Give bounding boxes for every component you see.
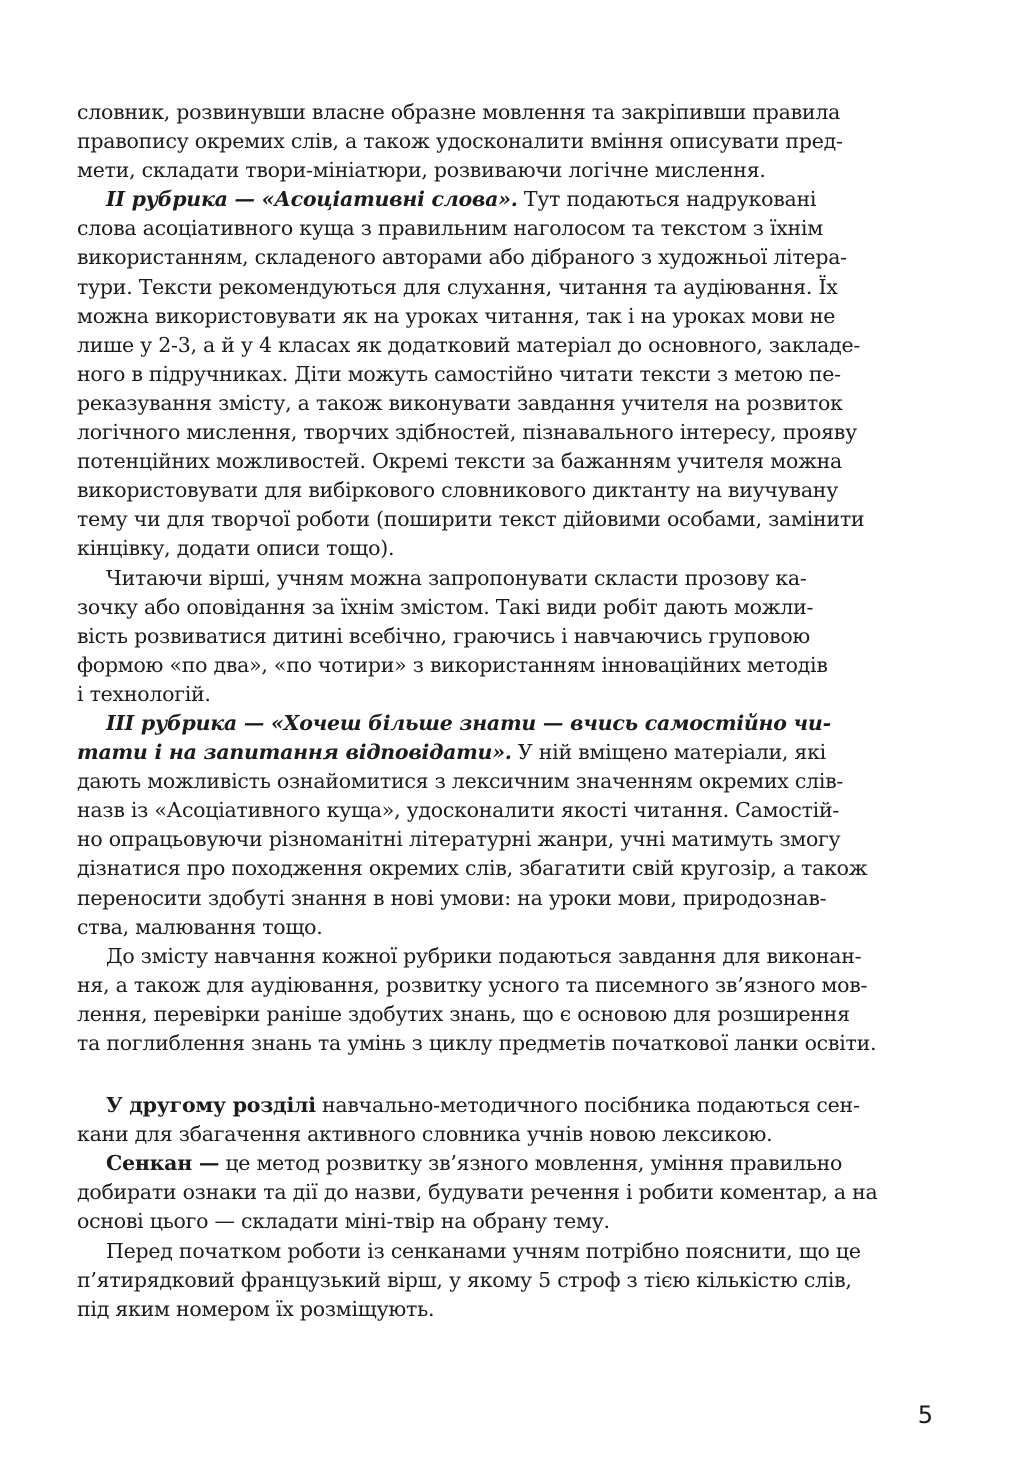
text-line: та поглиблення знань та умінь з циклу предметів початкової ланки освіти.: [77, 1031, 877, 1055]
text-line: кінцівку, додати описи тощо).: [77, 536, 395, 561]
text-line: і технологій.: [77, 681, 211, 706]
text-line: ня, а також для аудіювання, розвитку усного та писемного зв’язного мов-: [77, 972, 868, 997]
text-line: реказування змісту, а також виконувати завдання учителя на розвиток: [77, 390, 843, 415]
text-line: ного в підручниках. Діти можуть самостійно читати тексти з метою пе-: [77, 361, 841, 386]
text-line: слова асоціативного куща з правильним наголосом та текстом з їхнім: [77, 216, 823, 241]
text-line: словник, розвинувши власне образне мовлення та закріпивши правила: [77, 100, 841, 124]
text-line: Читаючи вірші, учням можна запропонувати скласти прозову ка-: [106, 565, 807, 590]
paragraph-rubric-2: [77, 185, 932, 563]
paragraph-section-2: [77, 1091, 932, 1149]
text-line: [77, 185, 932, 214]
text-run: Тут подаються надруковані: [517, 187, 817, 212]
text-run: це метод розвитку зв’язного мовлення, уміння правильно: [219, 1151, 843, 1176]
text-line: логічного мислення, творчих здібностей, пізнавального інтересу, прояву: [77, 420, 857, 445]
text-line: но опрацьовуючи різноманітні літературні жанри, учні матимуть змогу: [77, 827, 841, 852]
paragraph-rubric-3: [77, 709, 932, 942]
page-body: [77, 98, 932, 1324]
page-number: 5: [917, 1401, 933, 1429]
senkan-term: Сенкан —: [106, 1151, 220, 1176]
text-line: кани для збагачення активного словника учнів новою лексикою.: [77, 1122, 773, 1147]
paragraph: [77, 1237, 932, 1324]
text-line: дізнатися про походження окремих слів, збагатити свій кругозір, а також: [77, 856, 868, 881]
text-line: дають можливість ознайомитися з лексичним значенням окремих слів-: [77, 769, 844, 794]
text-line: вість розвиватися дитині всебічно, граючись і навчаючись груповою: [77, 623, 811, 648]
text-line: тури. Тексти рекомендуються для слухання, читання та аудіювання. Їх: [77, 274, 838, 299]
text-line: [77, 1091, 932, 1120]
rubric-3-heading-end: тати і на запитання відповідати».: [77, 740, 512, 765]
text-line: під яким номером їх розміщують.: [77, 1296, 435, 1321]
section-spacer: [77, 1058, 932, 1091]
text-line: назв із «Асоціативного куща», удосконалити якості читання. Самостій-: [77, 798, 840, 823]
text-line: формою «по два», «по чотири» з використанням інноваційних методів: [77, 652, 828, 677]
text-line: Перед початком роботи із сенканами учням потрібно пояснити, що це: [106, 1238, 861, 1263]
text-line: п’ятирядковий французький вірш, у якому 5 строф з тією кількістю слів,: [77, 1267, 852, 1292]
text-line: [77, 738, 932, 767]
text-line: потенційних можливостей. Окремі тексти за бажанням учителя можна: [77, 449, 843, 474]
text-line: До змісту навчання кожної рубрики подаються завдання для виконан-: [106, 943, 862, 968]
text-line: можна використовувати як на уроках читання, так і на уроках мови не: [77, 303, 836, 328]
section-2-heading: У другому розділі: [106, 1093, 316, 1118]
text-line: лише у 2-3, а й у 4 класах як додатковий матеріал до основного, закладе-: [77, 332, 861, 357]
text-line: [77, 1149, 932, 1178]
paragraph: [77, 942, 932, 1058]
text-line: добирати ознаки та дії до назви, будувати речення і робити коментар, а на: [77, 1180, 878, 1205]
rubric-3-heading-line: III рубрика — «Хочеш більше знати — вчись самостійно чи-: [106, 710, 831, 735]
text-line: використанням, складеного авторами або дібраного з художньої літера-: [77, 245, 847, 270]
rubric-2-heading: II рубрика — «Асоціативні слова».: [106, 187, 518, 212]
text-line: використовувати для вибіркового словникового диктанту на виучувану: [77, 478, 839, 503]
paragraph: [77, 98, 932, 185]
text-run: навчально-методичного посібника подаються сен-: [315, 1093, 860, 1118]
paragraph-senkan-definition: [77, 1149, 932, 1236]
text-line: основі цього — складати міні-твір на обрану тему.: [77, 1209, 610, 1234]
text-line: мети, складати твори-мініатюри, розвиваючи логічне мислення.: [77, 158, 766, 183]
text-run: У ній вміщено матеріали, які: [511, 740, 826, 765]
text-line: тему чи для творчої роботи (поширити текст дійовими особами, замінити: [77, 507, 865, 532]
text-line: зочку або оповідання за їхнім змістом. Такі види робіт дають можли-: [77, 594, 814, 619]
text-line: переносити здобуті знання в нові умови: на уроки мови, природознав-: [77, 885, 827, 910]
text-line: правопису окремих слів, а також удосконалити вміння описувати пред-: [77, 129, 843, 154]
paragraph: [77, 564, 932, 709]
text-line: лення, перевірки раніше здобутих знань, що є основою для розширення: [77, 1001, 850, 1026]
text-line: ства, малювання тощо.: [77, 914, 323, 939]
